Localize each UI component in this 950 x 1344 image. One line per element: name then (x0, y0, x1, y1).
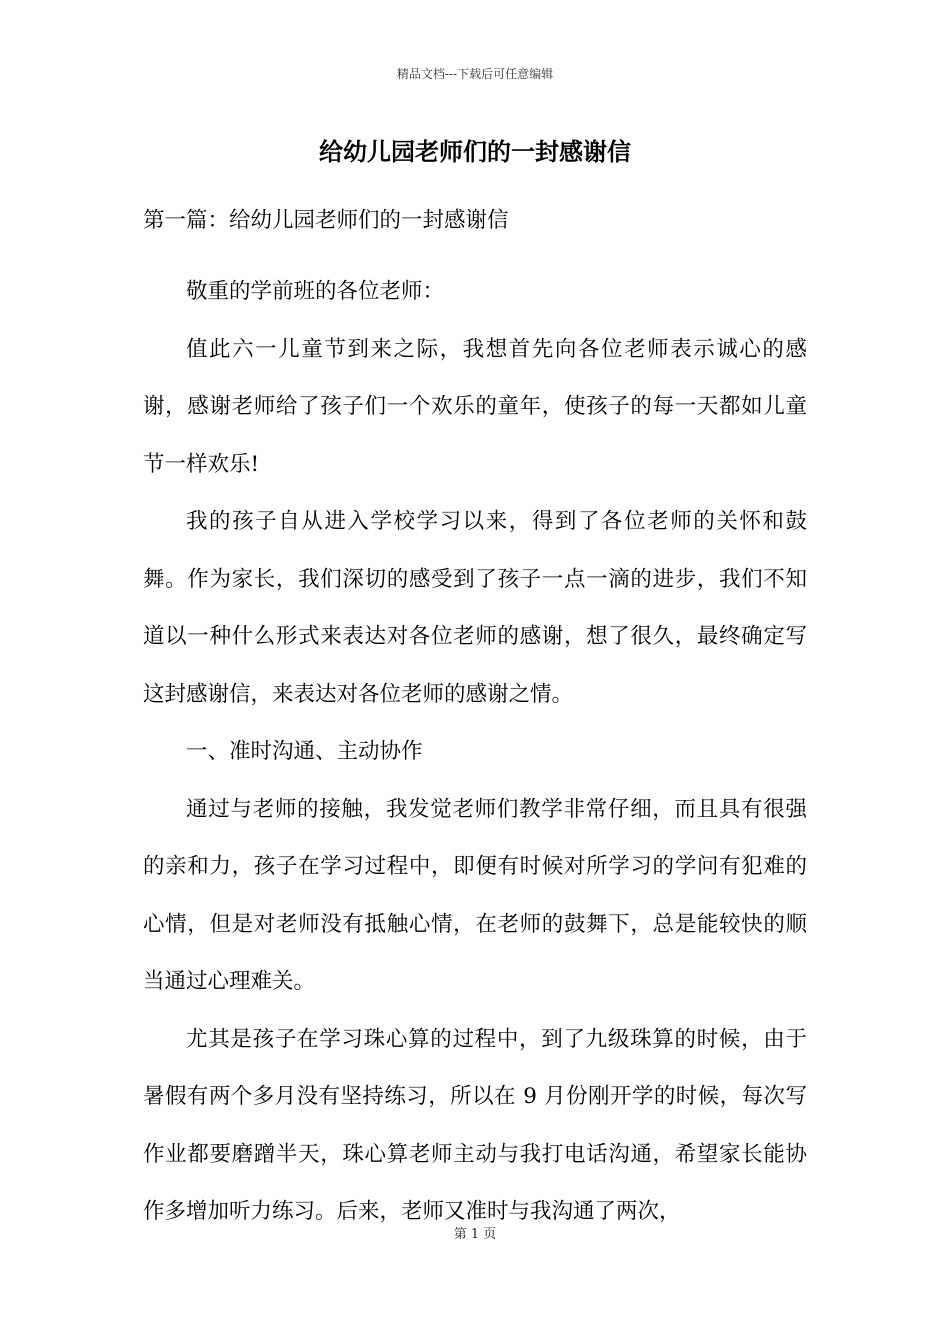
paragraph-1: 值此六一儿童节到来之际，我想首先向各位老师表示诚心的感谢，感谢老师给了孩子们一个欢乐的童年，使孩子的每一天都如儿童节一样欢乐! (143, 336, 807, 477)
section-heading: 第一篇：给幼儿园老师们的一封感谢信 (143, 208, 509, 233)
paragraph-4: 尤其是孩子在学习珠心算的过程中，到了九级珠算的时候，由于暑假有两个多月没有坚持练习，所以在 9 月份刚开学的时候，每次写作业都要磨蹭半天，珠心算老师主动与我打电话沟通，希望家长能协作多增加听力练习。后来，老师又准时与我沟通了两次， (143, 1026, 807, 1224)
paragraph-heading-1: 一、准时沟通、主动协作 (186, 739, 423, 764)
paragraph-2: 我的孩子自从进入学校学习以来，得到了各位老师的关怀和鼓舞。作为家长，我们深切的感受到了孩子一点一滴的进步，我们不知道以一种什么形式来表达对各位老师的感谢，想了很久，最终确定写这封感谢信，来表达对各位老师的感谢之情。 (143, 509, 807, 707)
paragraph-salutation: 敬重的学前班的各位老师： (186, 279, 445, 304)
document-title: 给幼儿园老师们的一封感谢信 (319, 137, 631, 166)
paragraph-3: 通过与老师的接触，我发觉老师们教学非常仔细，而且具有很强的亲和力，孩子在学习过程中，即便有时候对所学习的学问有犯难的心情，但是对老师没有抵触心情，在老师的鼓舞下，总是能较快的顺当通过心理难关。 (143, 796, 807, 994)
document-body (143, 263, 807, 1241)
page-number: 第 1 页 (453, 1227, 497, 1242)
page-header: 精品文档---下载后可任意编辑 (396, 67, 554, 81)
